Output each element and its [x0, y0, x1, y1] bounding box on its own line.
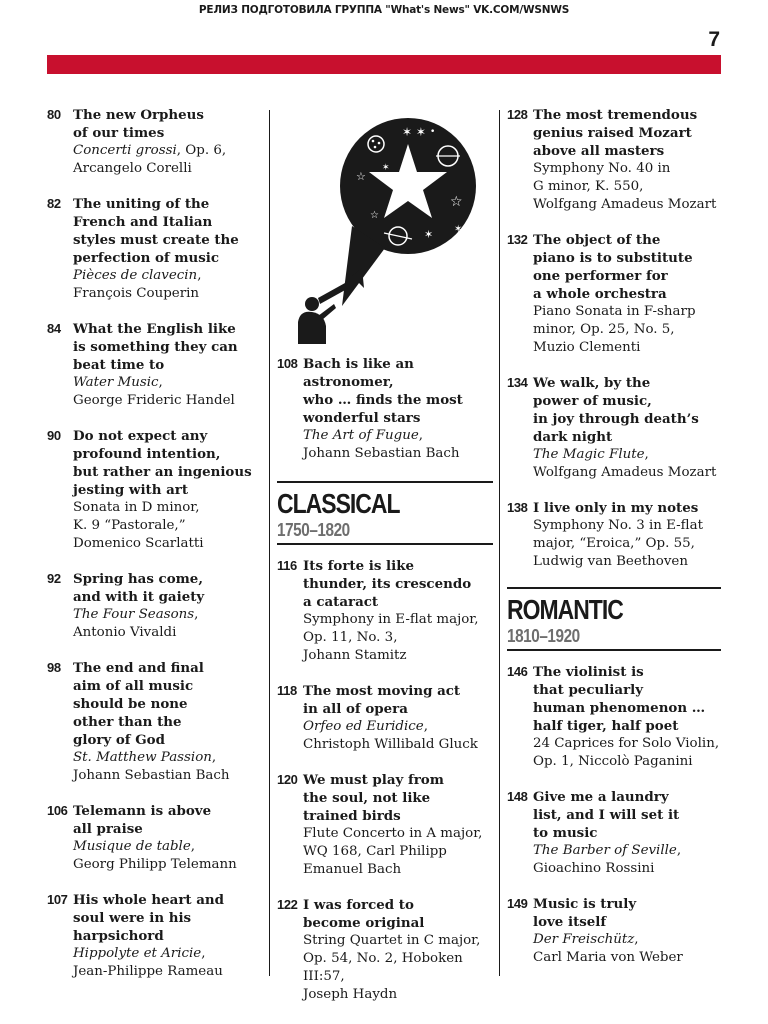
detail-line: Piano Sonata in F-sharp: [533, 304, 696, 319]
detail-line: Johann Stamitz: [303, 648, 407, 663]
detail-line: K. 9 “Pastorale,”: [73, 518, 186, 533]
detail-line: Jean-Philippe Rameau: [73, 964, 223, 979]
quote-line: profound intention,: [73, 446, 221, 462]
svg-text:✶: ✶: [382, 163, 390, 173]
work-title: St. Matthew Passion: [73, 750, 212, 765]
page-ref-number: 132: [507, 232, 528, 247]
page-ref-number: 148: [507, 789, 528, 804]
quote-line: list, and I will set it: [533, 807, 680, 823]
detail-line: Johann Sebastian Bach: [303, 446, 460, 461]
list-item: [47, 570, 262, 642]
page-ref-number: 134: [507, 375, 528, 390]
detail-line: Emanuel Bach: [303, 862, 402, 877]
svg-text:✶: ✶: [454, 224, 463, 235]
quote-line: the soul, not like: [303, 790, 431, 806]
work-title: Orfeo ed Euridice: [303, 719, 424, 734]
list-item: [507, 106, 721, 214]
list-item: [47, 802, 262, 874]
quote-line: to music: [533, 825, 598, 841]
work-suffix: ,: [634, 932, 639, 947]
work-title: Hippolyte et Aricie: [73, 946, 202, 961]
work-suffix: ,: [201, 946, 206, 961]
detail-line: Muzio Clementi: [533, 340, 641, 355]
page-ref-number: 98: [47, 660, 61, 675]
section-title: ROMANTIC: [507, 594, 623, 625]
work-suffix: ,: [644, 447, 649, 462]
page-ref-number: 92: [47, 571, 61, 586]
work-suffix: ,: [423, 719, 428, 734]
detail-line: Gioachino Rossini: [533, 861, 655, 876]
quote-line: other than the: [73, 714, 182, 730]
work-line: [533, 842, 721, 860]
list-item: [507, 499, 721, 571]
page-ref-number: 82: [47, 196, 61, 211]
detail-line: 24 Caprices for Solo Violin,: [533, 736, 720, 751]
page-number: 7: [708, 28, 720, 51]
page-ref-number: 120: [277, 772, 298, 787]
quote-line: power of music,: [533, 393, 652, 409]
work-title: Water Music: [73, 375, 159, 390]
quote-line: above all masters: [533, 143, 665, 159]
quote-line: in joy through death’s: [533, 411, 699, 427]
work-title: Musique de table: [73, 839, 191, 854]
quote-line: dark night: [533, 429, 613, 445]
column-divider-left: [269, 110, 270, 976]
work-title: The Art of Fugue: [303, 428, 419, 443]
work-title: Concerti grossi: [73, 143, 177, 158]
page-ref-number: 138: [507, 500, 528, 515]
list-item: [277, 682, 493, 754]
svg-text:☆: ☆: [370, 210, 379, 221]
quote-line: soul were in his: [73, 910, 192, 926]
work-title: Der Freischütz: [533, 932, 635, 947]
quote-line: who … finds the most: [303, 392, 463, 408]
quote-line: harpsichord: [73, 928, 164, 944]
svg-text:•: •: [430, 127, 436, 137]
quote-line: The violinist is: [533, 664, 644, 680]
detail-line: Op. 1, Niccolò Paganini: [533, 754, 693, 769]
section-classical: [277, 481, 493, 545]
svg-text:✶ ✶: ✶ ✶: [402, 125, 426, 139]
quote-line: human phenomenon …: [533, 700, 706, 716]
detail-line: François Couperin: [73, 286, 200, 301]
quote-line: half tiger, half poet: [533, 718, 679, 734]
page-ref-number: 146: [507, 664, 528, 679]
detail-line: Sonata in D minor,: [73, 500, 200, 515]
release-banner: РЕЛИЗ ПОДГОТОВИЛА ГРУППА "What's News" VK.COM/WSNWS: [198, 4, 570, 16]
list-item: [47, 659, 262, 785]
trumpet-player-star-balloon-icon: [290, 108, 490, 344]
page-ref-number: 149: [507, 896, 528, 911]
quote-line: The uniting of the: [73, 196, 210, 212]
quote-line: I was forced to: [303, 897, 414, 913]
list-item: [47, 106, 262, 178]
detail-line: Christoph Willibald Gluck: [303, 737, 478, 752]
quote-line: but rather an ingenious: [73, 464, 252, 480]
quote-line: We must play from: [303, 772, 444, 788]
quote-line: a whole orchestra: [533, 286, 667, 302]
detail-line: Symphony in E-flat major,: [303, 612, 479, 627]
detail-line: Johann Sebastian Bach: [73, 768, 230, 783]
list-item: [277, 557, 493, 665]
quote-line: aim of all music: [73, 678, 194, 694]
detail-line: Arcangelo Corelli: [73, 161, 192, 176]
work-line: [73, 374, 262, 392]
quote-line: His whole heart and: [73, 892, 225, 908]
list-item: [507, 663, 721, 771]
quote-line: Telemann is above: [73, 803, 212, 819]
work-line: [533, 931, 721, 949]
quote-line: The new Orpheus: [73, 107, 204, 123]
quote-line: Do not expect any: [73, 428, 208, 444]
quote-line: French and Italian: [73, 214, 213, 230]
work-title: Pièces de clavecin: [73, 268, 198, 283]
detail-line: Op. 11, No. 3,: [303, 630, 398, 645]
work-suffix: ,: [676, 843, 682, 858]
page-ref-number: 128: [507, 107, 528, 122]
detail-line: Ludwig van Beethoven: [533, 554, 688, 569]
work-line: [303, 718, 493, 736]
page-ref-number: 80: [47, 107, 61, 122]
list-item: [277, 355, 493, 463]
detail-line: Wolfgang Amadeus Mozart: [533, 197, 717, 212]
list-item: [47, 320, 262, 410]
quote-line: We walk, by the: [533, 375, 651, 391]
quote-line: styles must create the: [73, 232, 239, 248]
quote-line: trained birds: [303, 808, 401, 824]
quote-line: Give me a laundry: [533, 789, 669, 805]
work-suffix: ,: [418, 428, 424, 443]
quote-line: that peculiarly: [533, 682, 643, 698]
page-ref-number: 90: [47, 428, 61, 443]
quote-line: I live only in my notes: [533, 500, 699, 516]
work-line: [533, 446, 721, 464]
quote-line: is something they can: [73, 339, 238, 355]
detail-line: G minor, K. 550,: [533, 179, 644, 194]
quote-line: The most moving act: [303, 683, 461, 699]
work-suffix: ,: [194, 607, 199, 622]
work-line: [303, 427, 493, 445]
svg-text:☆: ☆: [450, 194, 463, 210]
detail-line: Domenico Scarlatti: [73, 536, 204, 551]
list-item: [277, 896, 493, 1004]
quote-line: The most tremendous: [533, 107, 698, 123]
quote-line: perfection of music: [73, 250, 220, 266]
accent-bar: [47, 55, 721, 74]
quote-line: piano is to substitute: [533, 250, 693, 266]
detail-line: minor, Op. 25, No. 5,: [533, 322, 675, 337]
work-suffix: ,: [158, 375, 163, 390]
list-item: [47, 195, 262, 303]
work-line: [73, 267, 262, 285]
page-ref-number: 122: [277, 897, 298, 912]
section-romantic: [507, 587, 721, 651]
list-item: [507, 374, 721, 482]
detail-line: George Frideric Handel: [73, 393, 235, 408]
work-title: The Barber of Seville: [533, 843, 677, 858]
list-item: [47, 891, 262, 981]
work-line: [73, 749, 262, 767]
detail-line: Symphony No. 3 in E-flat: [533, 518, 703, 533]
page-ref-number: 116: [277, 558, 297, 573]
quote-line: a cataract: [303, 594, 379, 610]
work-line: [73, 838, 262, 856]
section-dates: 1750–1820: [277, 520, 350, 540]
section-dates: 1810–1920: [507, 626, 580, 646]
quote-line: wonderful stars: [303, 410, 421, 426]
page-ref-number: 108: [277, 356, 298, 371]
work-suffix: ,: [190, 839, 196, 854]
page-ref-number: 106: [47, 803, 68, 818]
list-item: [507, 231, 721, 357]
list-item: [277, 771, 493, 879]
list-item: [507, 788, 721, 878]
detail-line: Symphony No. 40 in: [533, 161, 671, 176]
detail-line: Wolfgang Amadeus Mozart: [533, 465, 717, 480]
page-ref-number: 118: [277, 683, 297, 698]
quote-line: should be none: [73, 696, 188, 712]
quote-line: Bach is like an astronomer,: [303, 356, 414, 390]
quote-line: The end and final: [73, 660, 204, 676]
quote-line: beat time to: [73, 357, 165, 373]
detail-line: Georg Philipp Telemann: [73, 857, 237, 872]
detail-line: Carl Maria von Weber: [533, 950, 683, 965]
quote-line: The object of the: [533, 232, 661, 248]
page-ref-number: 107: [47, 892, 68, 907]
detail-line: Flute Concerto in A major,: [303, 826, 483, 841]
detail-line: Joseph Haydn: [303, 987, 398, 1002]
section-title: CLASSICAL: [277, 488, 400, 519]
list-item: [47, 427, 262, 553]
detail-line: WQ 168, Carl Philipp: [303, 844, 447, 859]
quote-line: Its forte is like: [303, 558, 415, 574]
column-middle: [277, 355, 493, 1004]
quote-line: glory of God: [73, 732, 165, 748]
detail-line: major, “Eroica,” Op. 55,: [533, 536, 695, 551]
quote-line: of our times: [73, 125, 165, 141]
quote-line: one performer for: [533, 268, 668, 284]
quote-line: Spring has come,: [73, 571, 203, 587]
page-ref-number: 84: [47, 321, 61, 336]
work-suffix: ,: [197, 268, 202, 283]
column-divider-right: [499, 110, 500, 976]
work-line: [73, 142, 262, 160]
work-suffix: , Op. 6,: [176, 143, 227, 158]
quote-line: in all of opera: [303, 701, 408, 717]
quote-line: Music is truly: [533, 896, 637, 912]
column-right: [507, 106, 721, 967]
detail-line: String Quartet in C major,: [303, 933, 481, 948]
list-item: [507, 895, 721, 967]
work-line: [73, 606, 262, 624]
detail-line: Antonio Vivaldi: [73, 625, 177, 640]
quote-line: become original: [303, 915, 425, 931]
work-title: The Magic Flute: [533, 447, 645, 462]
column-baroque: [47, 106, 262, 981]
work-suffix: ,: [211, 750, 217, 765]
quote-line: thunder, its crescendo: [303, 576, 472, 592]
quote-line: all praise: [73, 821, 143, 837]
quote-line: and with it gaiety: [73, 589, 205, 605]
detail-line: Op. 54, No. 2, Hoboken III:57,: [303, 951, 463, 984]
quote-line: love itself: [533, 914, 607, 930]
quote-line: genius raised Mozart: [533, 125, 692, 141]
quote-line: What the English like: [73, 321, 236, 337]
svg-text:☆: ☆: [356, 170, 366, 183]
quote-line: jesting with art: [73, 482, 189, 498]
work-line: [73, 945, 262, 963]
svg-text:✶: ✶: [424, 228, 434, 241]
work-title: The Four Seasons: [73, 607, 195, 622]
